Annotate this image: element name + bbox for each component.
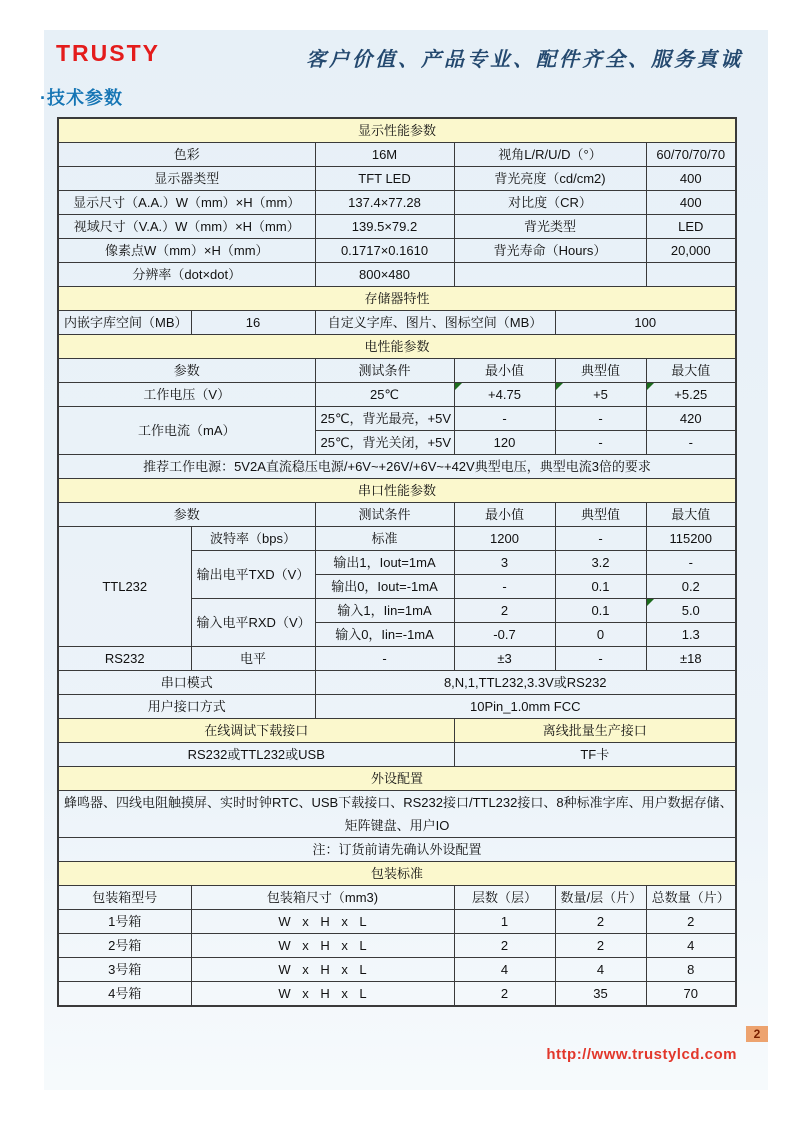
- table-cell: 输出0，Iout=-1mA: [315, 575, 454, 599]
- table-cell: 139.5×79.2: [315, 215, 454, 239]
- table-cell: 0.1: [555, 575, 646, 599]
- column-header: 总数量（片）: [646, 886, 736, 910]
- table-cell: 8: [646, 958, 736, 982]
- table-cell: 420: [646, 407, 736, 431]
- column-header: 最大值: [646, 503, 736, 527]
- table-row: [58, 311, 736, 335]
- table-cell: W x H x L: [191, 958, 454, 982]
- table-cell: 10Pin_1.0mm FCC: [315, 695, 736, 719]
- spec-table: [57, 117, 737, 1007]
- table-cell: 视域尺寸（V.A.）W（mm）×H（mm）: [58, 215, 315, 239]
- table-cell: 1号箱: [58, 910, 191, 934]
- table-cell: 2: [555, 910, 646, 934]
- column-header: 参数: [58, 359, 315, 383]
- table-cell: 400: [646, 167, 736, 191]
- column-header: 数量/层（片）: [555, 886, 646, 910]
- table-cell: ±3: [454, 647, 555, 671]
- table-cell: +4.75: [454, 383, 555, 407]
- table-header-row: [58, 359, 736, 383]
- table-section-header-row: [58, 335, 736, 359]
- peripherals-line: 蜂鸣器、四线电阻触摸屏、实时时钟RTC、USB下载接口、RS232接口/TTL232接口、8种标准字库、用户数据存储、: [64, 795, 733, 810]
- peripherals-list: [58, 791, 736, 838]
- table-cell: 电平: [191, 647, 315, 671]
- table-cell: 显示尺寸（A.A.）W（mm）×H（mm）: [58, 191, 315, 215]
- table-cell: 1200: [454, 527, 555, 551]
- online-interface-title: 在线调试下载接口: [58, 719, 454, 743]
- table-cell: 20,000: [646, 239, 736, 263]
- table-cell: -: [646, 431, 736, 455]
- table-cell: 35: [555, 982, 646, 1007]
- table-row: [58, 647, 736, 671]
- column-header: 参数: [58, 503, 315, 527]
- column-header: 包装箱型号: [58, 886, 191, 910]
- table-cell: 分辨率（dot×dot）: [58, 263, 315, 287]
- page-number-badge: 2: [746, 1026, 768, 1042]
- table-cell: 4: [646, 934, 736, 958]
- table-cell: [454, 263, 646, 287]
- table-cell: 25℃，背光最亮，+5V: [315, 407, 454, 431]
- company-slogan: 客户价值、产品专业、配件齐全、服务真诚: [306, 47, 743, 71]
- table-cell: [646, 263, 736, 287]
- table-section-header-row: [58, 479, 736, 503]
- table-cell: -: [646, 551, 736, 575]
- table-section-header-row: [58, 287, 736, 311]
- table-cell: 3号箱: [58, 958, 191, 982]
- table-cell: 串口模式: [58, 671, 315, 695]
- table-section-header-row: [58, 862, 736, 886]
- table-cell: -: [555, 431, 646, 455]
- table-cell: 2: [454, 934, 555, 958]
- column-header: 典型值: [555, 359, 646, 383]
- electrical-section-title: 电性能参数: [58, 335, 736, 359]
- comment-marker-icon: [556, 383, 563, 390]
- table-cell: 4号箱: [58, 982, 191, 1007]
- comment-marker-icon: [647, 599, 654, 606]
- table-cell: 输入0，Iin=-1mA: [315, 623, 454, 647]
- power-note: 推荐工作电源：5V2A直流稳压电源/+6V~+26V/+6V~+42V典型电压，典型电流3倍的要求: [58, 455, 736, 479]
- peripherals-note: 注：订货前请先确认外设配置: [58, 838, 736, 862]
- column-header: 最大值: [646, 359, 736, 383]
- table-row: [58, 791, 736, 838]
- table-cell: 3: [454, 551, 555, 575]
- table-cell: ±18: [646, 647, 736, 671]
- table-cell: W x H x L: [191, 910, 454, 934]
- column-header: 测试条件: [315, 503, 454, 527]
- brand-logo: TRUSTY: [56, 40, 160, 66]
- display-section-title: 显示性能参数: [58, 118, 736, 143]
- table-cell: 0.1: [555, 599, 646, 623]
- table-cell: 115200: [646, 527, 736, 551]
- table-cell: 3.2: [555, 551, 646, 575]
- table-row: [58, 695, 736, 719]
- column-header: 最小值: [454, 359, 555, 383]
- table-row: [58, 167, 736, 191]
- section-title: ·技术参数: [40, 88, 123, 108]
- table-cell: 25℃，背光关闭，+5V: [315, 431, 454, 455]
- table-row: [58, 982, 736, 1007]
- serial-section-title: 串口性能参数: [58, 479, 736, 503]
- table-cell: 背光亮度（cd/cm2): [454, 167, 646, 191]
- table-cell: 400: [646, 191, 736, 215]
- table-cell: 背光寿命（Hours）: [454, 239, 646, 263]
- table-cell: 5.0: [646, 599, 736, 623]
- table-cell: 1.3: [646, 623, 736, 647]
- table-cell: +5.25: [646, 383, 736, 407]
- table-row: [58, 527, 736, 551]
- table-row: [58, 455, 736, 479]
- table-cell: 16: [191, 311, 315, 335]
- table-row: [58, 263, 736, 287]
- table-row: [58, 910, 736, 934]
- table-header-row: [58, 503, 736, 527]
- table-row: [58, 934, 736, 958]
- table-cell: -: [555, 407, 646, 431]
- table-cell: 输入1，Iin=1mA: [315, 599, 454, 623]
- table-cell: 工作电流（mA）: [58, 407, 315, 455]
- spec-table-container: [57, 117, 737, 1007]
- table-cell: 工作电压（V）: [58, 383, 315, 407]
- table-cell: 输入电平RXD（V）: [191, 599, 315, 647]
- table-cell: 0: [555, 623, 646, 647]
- table-row: [58, 958, 736, 982]
- table-cell: 像素点W（mm）×H（mm）: [58, 239, 315, 263]
- peripherals-line: 矩阵键盘、用户IO: [344, 818, 450, 833]
- offline-interface-title: 离线批量生产接口: [454, 719, 736, 743]
- column-header: 典型值: [555, 503, 646, 527]
- table-cell: -0.7: [454, 623, 555, 647]
- table-cell: LED: [646, 215, 736, 239]
- table-cell: 2: [454, 982, 555, 1007]
- table-cell: 波特率（bps）: [191, 527, 315, 551]
- table-cell: 25℃: [315, 383, 454, 407]
- table-cell: RS232: [58, 647, 191, 671]
- table-cell: 137.4×77.28: [315, 191, 454, 215]
- table-cell: -: [454, 575, 555, 599]
- column-header: 最小值: [454, 503, 555, 527]
- table-cell: 8,N,1,TTL232,3.3V或RS232: [315, 671, 736, 695]
- table-row: [58, 239, 736, 263]
- table-section-header-row: [58, 767, 736, 791]
- table-cell: 显示器类型: [58, 167, 315, 191]
- table-cell: 2: [555, 934, 646, 958]
- table-row: [58, 215, 736, 239]
- table-cell: 自定义字库、图片、图标空间（MB）: [315, 311, 555, 335]
- table-cell: 对比度（CR）: [454, 191, 646, 215]
- table-row: [58, 743, 736, 767]
- table-row: [58, 407, 736, 431]
- table-cell: -: [315, 647, 454, 671]
- table-cell: 800×480: [315, 263, 454, 287]
- table-cell: -: [555, 527, 646, 551]
- memory-section-title: 存储器特性: [58, 287, 736, 311]
- table-cell: 0.2: [646, 575, 736, 599]
- table-cell: 2号箱: [58, 934, 191, 958]
- table-section-header-row: [58, 118, 736, 143]
- table-row: [58, 191, 736, 215]
- table-cell: 2: [646, 910, 736, 934]
- table-cell: W x H x L: [191, 982, 454, 1007]
- table-cell: -: [454, 407, 555, 431]
- peripherals-section-title: 外设配置: [58, 767, 736, 791]
- table-section-header-row: [58, 719, 736, 743]
- comment-marker-icon: [455, 383, 462, 390]
- table-cell: 视角L/R/U/D（°）: [454, 143, 646, 167]
- table-cell: 内嵌字库空间（MB）: [58, 311, 191, 335]
- table-cell: 1: [454, 910, 555, 934]
- table-cell: W x H x L: [191, 934, 454, 958]
- table-cell: 16M: [315, 143, 454, 167]
- table-cell: TF卡: [454, 743, 736, 767]
- column-header: 包装箱尺寸（mm3): [191, 886, 454, 910]
- site-url-link[interactable]: http://www.trustylcd.com: [546, 1046, 737, 1063]
- packing-section-title: 包装标准: [58, 862, 736, 886]
- table-row: [58, 383, 736, 407]
- table-cell: 用户接口方式: [58, 695, 315, 719]
- table-cell: 70: [646, 982, 736, 1007]
- table-cell: 0.1717×0.1610: [315, 239, 454, 263]
- table-cell: 4: [454, 958, 555, 982]
- table-cell: 色彩: [58, 143, 315, 167]
- table-cell: 输出1，Iout=1mA: [315, 551, 454, 575]
- table-cell: 60/70/70/70: [646, 143, 736, 167]
- table-cell: +5: [555, 383, 646, 407]
- table-cell: 4: [555, 958, 646, 982]
- table-cell: RS232或TTL232或USB: [58, 743, 454, 767]
- table-cell: TTL232: [58, 527, 191, 647]
- table-cell: TFT LED: [315, 167, 454, 191]
- comment-marker-icon: [647, 383, 654, 390]
- table-cell: 标准: [315, 527, 454, 551]
- table-row: [58, 143, 736, 167]
- table-row: [58, 671, 736, 695]
- column-header: 层数（层）: [454, 886, 555, 910]
- table-row: [58, 838, 736, 862]
- table-cell: 2: [454, 599, 555, 623]
- table-cell: -: [555, 647, 646, 671]
- column-header: 测试条件: [315, 359, 454, 383]
- table-cell: 120: [454, 431, 555, 455]
- table-header-row: [58, 886, 736, 910]
- table-cell: 100: [555, 311, 736, 335]
- table-cell: 背光类型: [454, 215, 646, 239]
- table-cell: 输出电平TXD（V）: [191, 551, 315, 599]
